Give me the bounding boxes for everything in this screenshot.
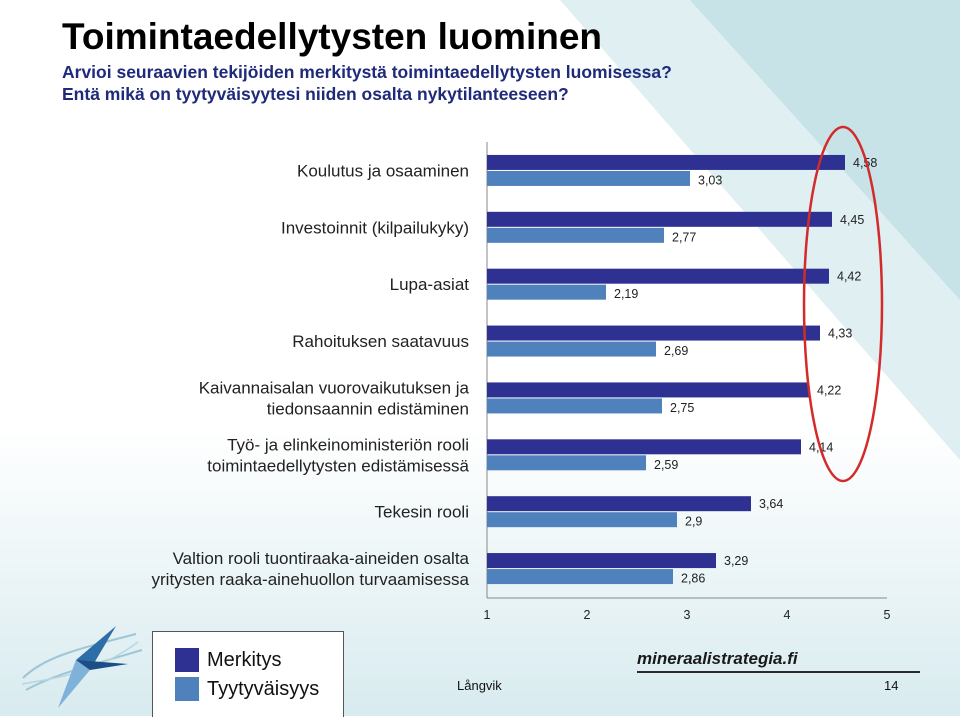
bar-tyytyvaisyys-6 [487, 512, 677, 527]
bar-merkitys-6 [487, 496, 751, 511]
value-label-tyytyvaisyys-7: 2,86 [681, 571, 706, 586]
legend-label-tyytyvaisyys: Tyytyväisyys [207, 677, 320, 700]
brand-logo-text: mineraalistrategia.fi [637, 649, 798, 668]
category-label-7-line-0: Valtion rooli tuontiraaka-aineiden osalta [172, 549, 469, 569]
x-tick-label-5: 5 [883, 608, 891, 622]
bar-tyytyvaisyys-0 [487, 171, 690, 186]
bar-tyytyvaisyys-1 [487, 228, 664, 243]
bar-merkitys-0 [487, 155, 845, 170]
x-tick-label-2: 2 [583, 608, 591, 622]
bar-tyytyvaisyys-7 [487, 569, 673, 584]
value-label-merkitys-3: 4,33 [828, 326, 853, 341]
value-label-tyytyvaisyys-0: 3,03 [698, 173, 723, 188]
bar-merkitys-2 [487, 269, 829, 284]
page-number: 14 [884, 678, 899, 693]
chart-legend [152, 631, 344, 717]
legend-label-merkitys: Merkitys [207, 648, 282, 671]
category-label-4-line-0: Kaivannaisalan vuorovaikutuksen ja [198, 378, 469, 398]
value-label-merkitys-7: 3,29 [724, 554, 749, 569]
category-label-0: Koulutus ja osaaminen [296, 161, 469, 181]
bar-merkitys-7 [487, 553, 716, 568]
brand-underline [637, 671, 920, 673]
value-label-merkitys-4: 4,22 [817, 383, 842, 398]
bar-merkitys-1 [487, 212, 832, 227]
x-tick-label-3: 3 [683, 608, 691, 622]
legend-swatch-tyytyvaisyys [175, 677, 199, 701]
value-label-merkitys-0: 4,58 [853, 155, 878, 170]
legend-item-merkitys [175, 648, 281, 672]
footer-author: Långvik [457, 678, 502, 693]
category-label-7-line-1: yritysten raaka-ainehuollon turvaamisessa [151, 570, 469, 590]
value-label-tyytyvaisyys-6: 2,9 [685, 514, 703, 529]
value-label-merkitys-2: 4,42 [837, 269, 862, 284]
x-tick-label-4: 4 [783, 608, 791, 622]
category-label-4-line-1: tiedonsaannin edistäminen [266, 399, 469, 419]
category-label-5-line-1: toimintaedellytysten edistämisessä [207, 456, 469, 476]
x-tick-label-1: 1 [483, 608, 491, 622]
bar-merkitys-3 [487, 326, 820, 341]
value-label-merkitys-5: 4,14 [809, 440, 834, 455]
bar-tyytyvaisyys-2 [487, 285, 606, 300]
compass-logo-icon [18, 620, 148, 710]
value-label-tyytyvaisyys-5: 2,59 [654, 457, 679, 472]
category-label-6: Tekesin rooli [374, 502, 469, 522]
value-label-tyytyvaisyys-2: 2,19 [614, 287, 639, 302]
bar-merkitys-5 [487, 439, 801, 454]
legend-swatch-merkitys [175, 648, 199, 672]
category-label-1: Investoinnit (kilpailukyky) [280, 218, 469, 238]
category-label-2: Lupa-asiat [389, 275, 469, 295]
category-label-3: Rahoituksen saatavuus [292, 332, 469, 352]
slide-subtitle-line-2: Entä mikä on tyytyväisyytesi niiden osalta nykytilanteeseen? [62, 84, 569, 104]
bar-tyytyvaisyys-5 [487, 455, 646, 470]
category-label-5-line-0: Työ- ja elinkeinoministeriön rooli [227, 435, 469, 455]
bar-tyytyvaisyys-3 [487, 342, 656, 357]
bar-tyytyvaisyys-4 [487, 398, 662, 413]
value-label-merkitys-6: 3,64 [759, 497, 784, 512]
value-label-tyytyvaisyys-1: 2,77 [672, 230, 697, 245]
value-label-tyytyvaisyys-4: 2,75 [670, 400, 695, 415]
value-label-merkitys-1: 4,45 [840, 212, 865, 227]
value-label-tyytyvaisyys-3: 2,69 [664, 344, 689, 359]
slide-title: Toimintaedellytysten luominen [62, 16, 603, 57]
legend-item-tyytyvaisyys [175, 677, 319, 701]
highlight-ellipse [804, 127, 882, 481]
slide-subtitle-line-1: Arvioi seuraavien tekijöiden merkitystä toimintaedellytysten luomisessa? [62, 62, 672, 82]
bar-merkitys-4 [487, 382, 809, 397]
